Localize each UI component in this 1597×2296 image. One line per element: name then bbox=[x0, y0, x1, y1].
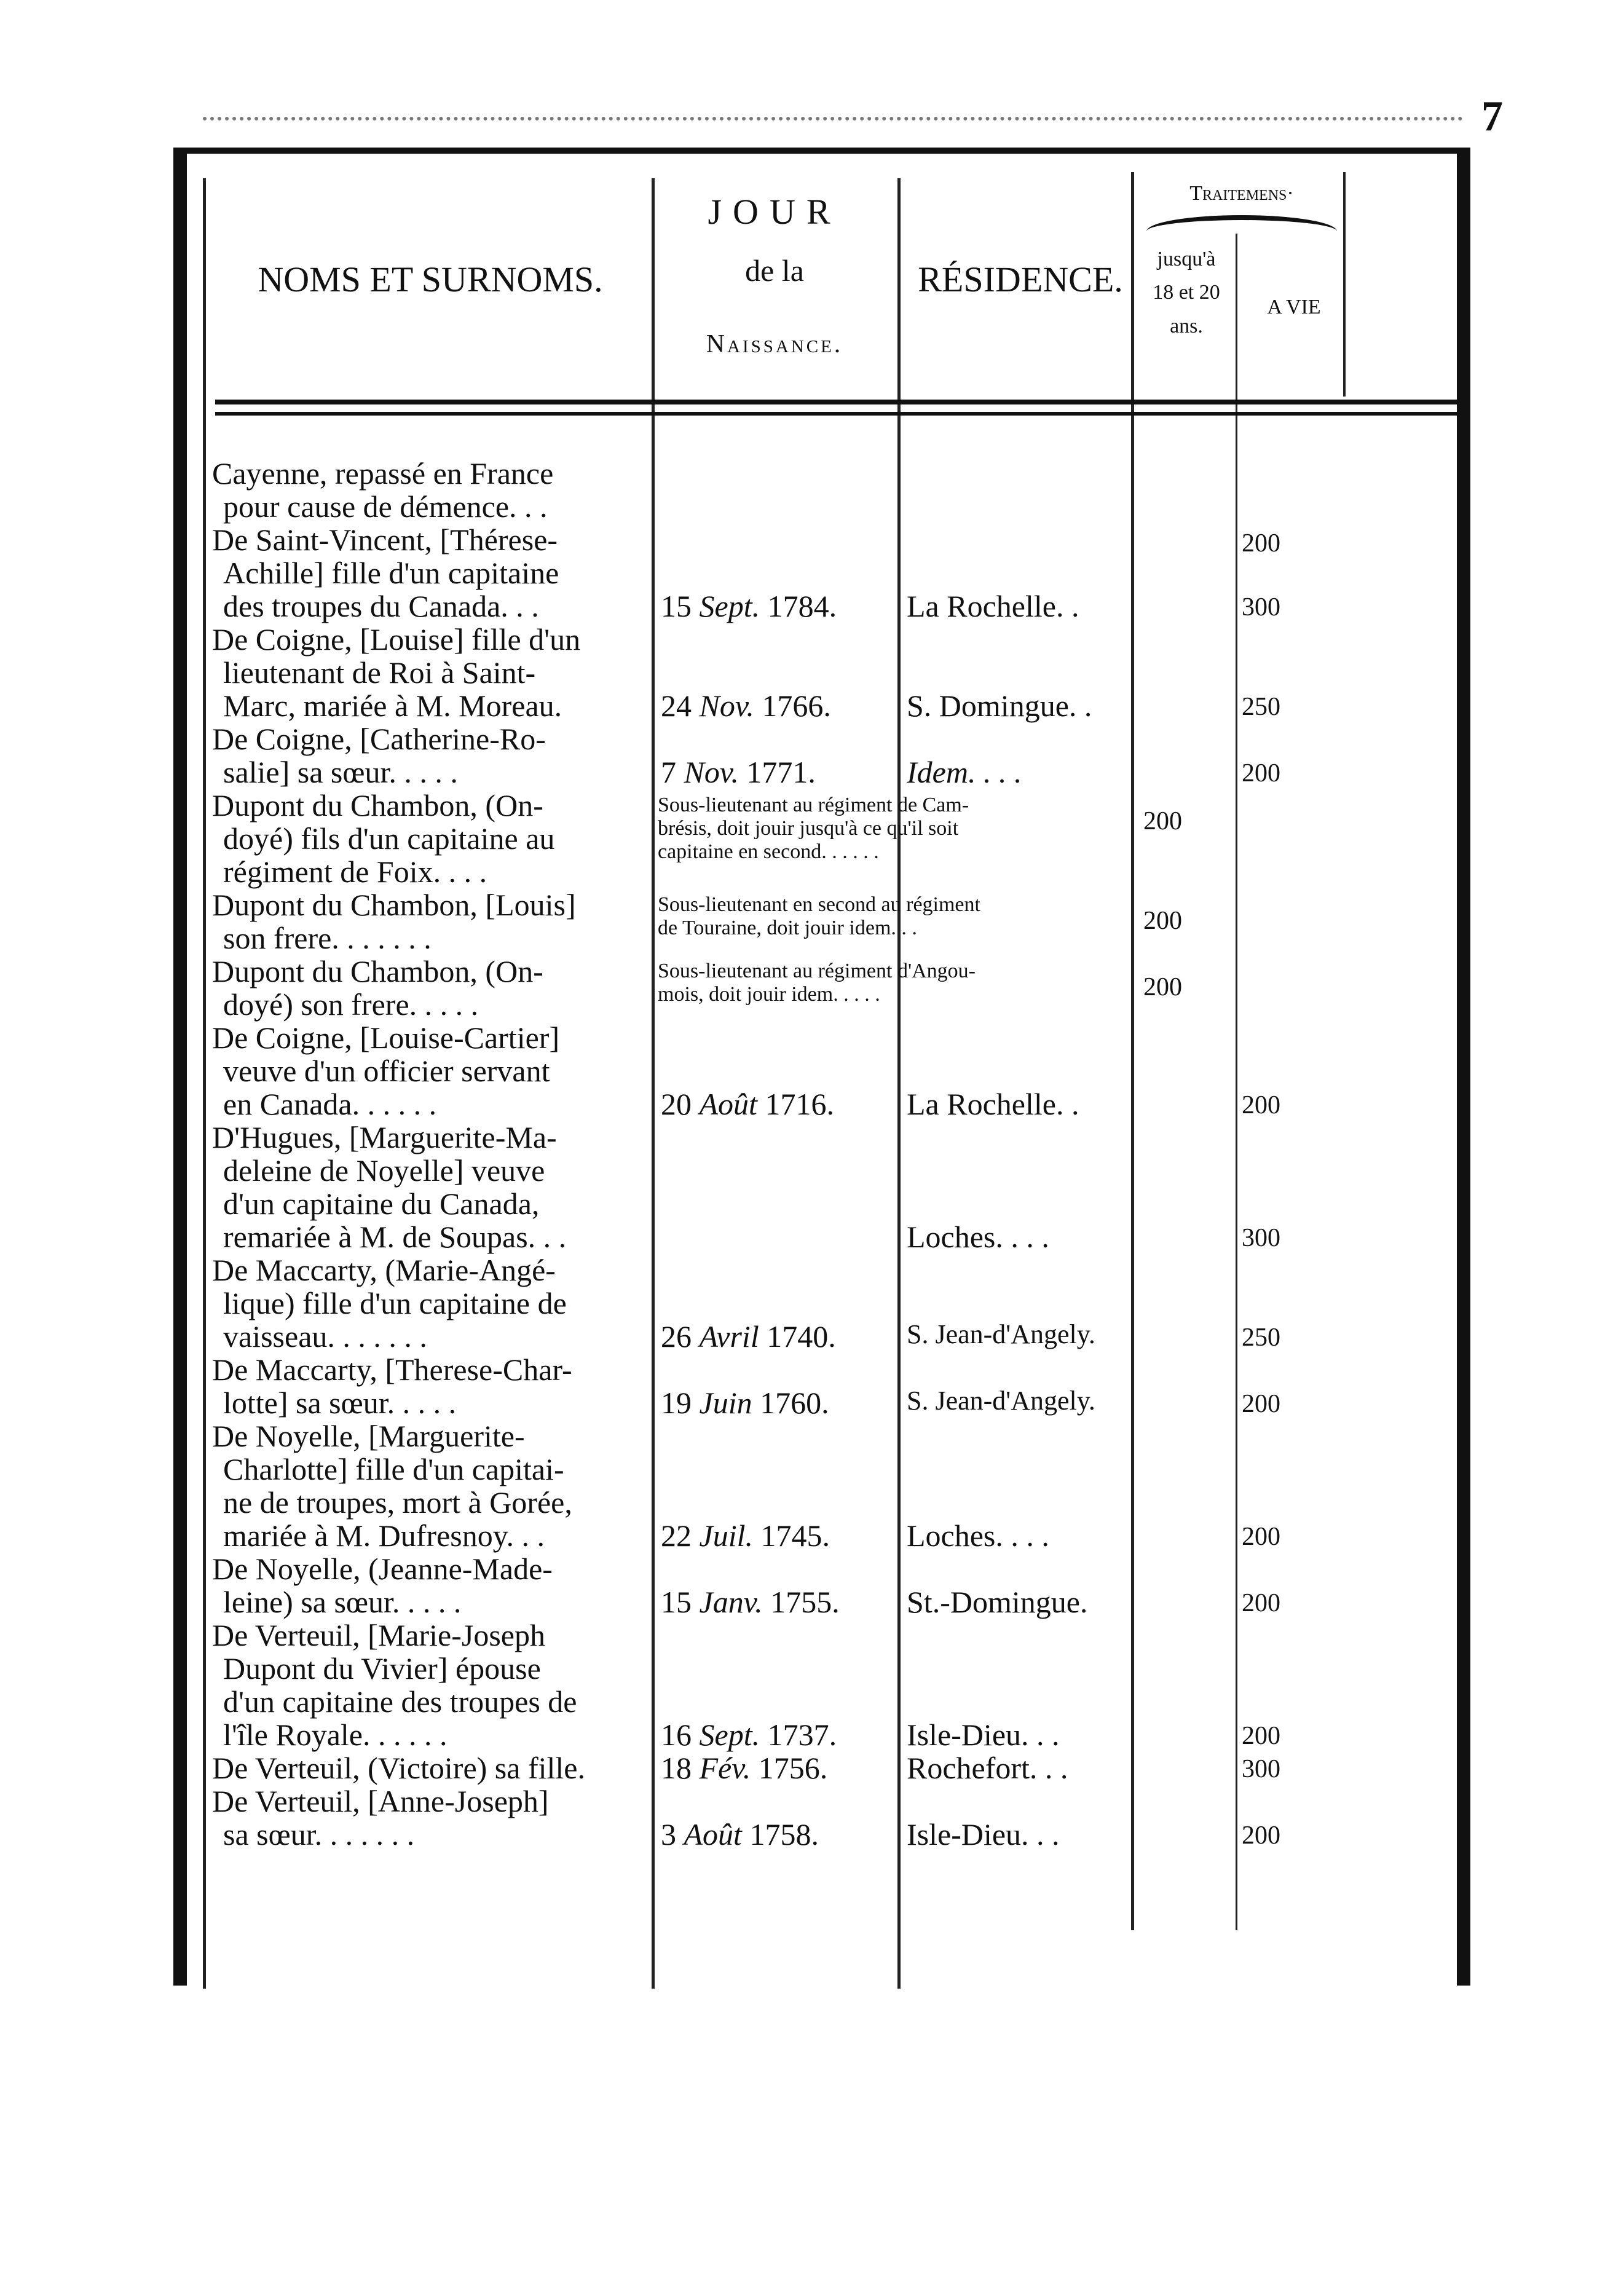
entry-name-line: régiment de Foix. . . . bbox=[223, 854, 487, 889]
column-divider-2 bbox=[897, 178, 901, 1989]
entry-birth-month: Août bbox=[699, 1087, 757, 1121]
entry-pension-until-20: 200 bbox=[1143, 807, 1182, 835]
entry-name-line: mariée à M. Dufresnoy. . . bbox=[223, 1518, 545, 1553]
column-divider-4 bbox=[1236, 234, 1237, 1930]
entry-residence: S. Domingue. . bbox=[907, 688, 1092, 723]
entry-birth-date bbox=[661, 591, 837, 621]
entry-name-line: leine) sa sœur. . . . . bbox=[223, 1585, 462, 1619]
entry-name-line: Marc, mariée à M. Moreau. bbox=[223, 688, 562, 723]
entry-residence: La Rochelle. . bbox=[907, 589, 1079, 623]
entry-rank-note: mois, doit jouir idem. . . . . bbox=[658, 983, 880, 1006]
entry-birth-year: 1737. bbox=[760, 1718, 837, 1752]
entry-pension-for-life: 300 bbox=[1242, 593, 1280, 621]
entry-name-line: Dupont du Chambon, [Louis] bbox=[212, 888, 576, 922]
entry-name-line: De Maccarty, (Marie-Angé- bbox=[212, 1253, 556, 1287]
entry-name-line: De Noyelle, [Marguerite- bbox=[212, 1419, 525, 1453]
entry-birth-month: Juil. bbox=[699, 1518, 753, 1553]
entry-birth-day: 15 bbox=[661, 589, 700, 623]
entry-name-line: vaisseau. . . . . . . bbox=[223, 1319, 427, 1354]
entry-name-line: De Verteuil, (Victoire) sa fille. bbox=[212, 1751, 585, 1785]
entry-name-line: De Saint-Vincent, [Thérese- bbox=[212, 523, 558, 557]
entry-birth-date bbox=[661, 757, 816, 787]
header-traitemens: Traitemens· bbox=[1189, 182, 1294, 205]
entry-birth-day: 18 bbox=[661, 1751, 700, 1785]
entry-rank-note: brésis, doit jouir jusqu'à ce qu'il soit bbox=[658, 817, 959, 840]
entry-birth-year: 1755. bbox=[762, 1585, 840, 1619]
entry-name-line: deleine de Noyelle] veuve bbox=[223, 1153, 545, 1188]
header-jusqu-a-line2: 18 et 20 bbox=[1153, 281, 1220, 304]
entry-name-line: pour cause de démence. . . bbox=[223, 489, 548, 524]
entry-pension-until-20: 200 bbox=[1143, 973, 1182, 1001]
entry-residence: Isle-Dieu. . . bbox=[907, 1817, 1060, 1852]
column-divider-1 bbox=[652, 178, 655, 1989]
entry-name-line: veuve d'un officier servant bbox=[223, 1054, 550, 1088]
entry-birth-month: Fév. bbox=[699, 1751, 751, 1785]
entry-birth-date bbox=[661, 1089, 834, 1119]
entry-birth-year: 1766. bbox=[754, 688, 831, 723]
entry-birth-date bbox=[661, 1819, 819, 1850]
entry-rank-note: capitaine en second. . . . . . bbox=[658, 840, 879, 863]
entry-birth-day: 15 bbox=[661, 1585, 700, 1619]
entry-birth-day: 7 bbox=[661, 755, 684, 789]
entry-residence: La Rochelle. . bbox=[907, 1087, 1079, 1121]
entry-birth-year: 1760. bbox=[752, 1386, 829, 1420]
entry-pension-for-life: 300 bbox=[1242, 1224, 1280, 1252]
entry-name-line: lique) fille d'un capitaine de bbox=[223, 1286, 567, 1320]
header-naissance: Naissance. bbox=[706, 330, 843, 358]
entry-birth-day: 26 bbox=[661, 1319, 700, 1354]
entry-name-line: sa sœur. . . . . . . bbox=[223, 1817, 415, 1852]
entry-residence: Isle-Dieu. . . bbox=[907, 1718, 1060, 1752]
header-jour-sub: de la bbox=[745, 253, 804, 288]
entry-pension-for-life: 300 bbox=[1242, 1755, 1280, 1783]
entry-name-line: De Noyelle, (Jeanne-Made- bbox=[212, 1552, 553, 1586]
entry-rank-note: Sous-lieutenant en second au régiment bbox=[658, 893, 980, 916]
entry-pension-for-life: 200 bbox=[1242, 1589, 1280, 1617]
entry-birth-date bbox=[661, 1587, 840, 1617]
header-jour: JOUR bbox=[708, 192, 842, 232]
entry-name-line: doyé) son frere. . . . . bbox=[223, 987, 479, 1022]
entry-name-line: Cayenne, repassé en France bbox=[212, 456, 554, 491]
entry-name-line: Dupont du Vivier] épouse bbox=[223, 1651, 541, 1686]
entry-birth-date bbox=[661, 1321, 836, 1352]
entry-name-line: Dupont du Chambon, (On- bbox=[212, 788, 543, 823]
entry-birth-day: 16 bbox=[661, 1718, 700, 1752]
entry-name-line: ne de troupes, mort à Gorée, bbox=[223, 1485, 572, 1520]
entry-pension-for-life: 200 bbox=[1242, 1722, 1280, 1750]
entry-birth-day: 24 bbox=[661, 688, 700, 723]
entry-birth-month: Nov. bbox=[684, 755, 739, 789]
entry-birth-month: Août bbox=[684, 1817, 742, 1852]
header-jusqu-a-line3: ans. bbox=[1170, 314, 1203, 337]
entry-residence: Loches. . . . bbox=[907, 1220, 1049, 1254]
entry-name-line: Dupont du Chambon, (On- bbox=[212, 954, 543, 988]
entry-pension-for-life: 250 bbox=[1242, 693, 1280, 721]
header-residence: RÉSIDENCE. bbox=[918, 259, 1123, 299]
entry-birth-year: 1745. bbox=[752, 1518, 830, 1553]
entry-birth-year: 1756. bbox=[751, 1751, 828, 1785]
entry-pension-for-life: 200 bbox=[1242, 1390, 1280, 1418]
entry-name-line: Charlotte] fille d'un capitai- bbox=[223, 1452, 564, 1486]
entry-birth-date bbox=[661, 1719, 837, 1750]
entry-birth-year: 1716. bbox=[757, 1087, 834, 1121]
entry-name-line: l'île Royale. . . . . . bbox=[223, 1718, 448, 1752]
entry-birth-year: 1758. bbox=[741, 1817, 819, 1852]
entry-birth-date bbox=[661, 1387, 829, 1418]
entry-rank-note: de Touraine, doit jouir idem. . . bbox=[658, 917, 917, 939]
entry-pension-for-life: 200 bbox=[1242, 1821, 1280, 1850]
entry-birth-year: 1784. bbox=[760, 589, 837, 623]
entry-name-line: son frere. . . . . . . bbox=[223, 921, 432, 955]
entry-birth-year: 1771. bbox=[738, 755, 816, 789]
entry-name-line: D'Hugues, [Marguerite-Ma- bbox=[212, 1120, 557, 1154]
entry-residence: St.-Domingue. bbox=[907, 1585, 1088, 1619]
entry-residence: S. Jean-d'Angely. bbox=[907, 1319, 1095, 1349]
page-number: 7 bbox=[1481, 93, 1503, 140]
header-rule-top bbox=[215, 400, 1463, 404]
header-rule-bottom bbox=[215, 412, 1463, 416]
entry-birth-date bbox=[661, 690, 831, 721]
entry-name-line: salie] sa sœur. . . . . bbox=[223, 755, 458, 789]
entry-name-line: doyé) fils d'un capitaine au bbox=[223, 821, 555, 856]
entry-name-line: lotte] sa sœur. . . . . bbox=[223, 1386, 457, 1420]
entry-name-line: Achille] fille d'un capitaine bbox=[223, 556, 559, 590]
entry-residence: Rochefort. . . bbox=[907, 1751, 1068, 1785]
entry-name-line: De Verteuil, [Anne-Joseph] bbox=[212, 1784, 549, 1818]
entry-name-line: De Verteuil, [Marie-Joseph bbox=[212, 1618, 545, 1652]
entry-rank-note: Sous-lieutenant au régiment de Cam- bbox=[658, 794, 969, 816]
column-divider-3 bbox=[1131, 172, 1134, 1930]
entry-pension-for-life: 200 bbox=[1242, 1523, 1280, 1551]
entry-residence: Idem. . . . bbox=[907, 755, 1022, 789]
top-border-noise bbox=[203, 117, 1463, 139]
entry-residence: Loches. . . . bbox=[907, 1518, 1049, 1553]
entry-birth-month: Sept. bbox=[699, 1718, 760, 1752]
entry-pension-for-life: 200 bbox=[1242, 759, 1280, 787]
entry-rank-note: Sous-lieutenant au régiment d'Angou- bbox=[658, 960, 976, 982]
header-names: NOMS ET SURNOMS. bbox=[258, 259, 603, 299]
entry-birth-day: 3 bbox=[661, 1817, 684, 1852]
entry-birth-month: Janv. bbox=[699, 1585, 763, 1619]
entry-pension-until-20: 200 bbox=[1143, 907, 1182, 935]
entry-name-line: remariée à M. de Soupas. . . bbox=[223, 1220, 567, 1254]
entry-name-line: De Coigne, [Louise] fille d'un bbox=[212, 622, 581, 657]
header-jusqu-a-line1: jusqu'à bbox=[1157, 248, 1216, 270]
entry-birth-day: 19 bbox=[661, 1386, 700, 1420]
entry-birth-month: Avril bbox=[699, 1319, 759, 1354]
entry-name-line: d'un capitaine du Canada, bbox=[223, 1186, 540, 1221]
entry-birth-month: Juin bbox=[699, 1386, 752, 1420]
entry-birth-year: 1740. bbox=[759, 1319, 836, 1354]
entry-pension-for-life: 200 bbox=[1242, 529, 1280, 558]
entry-birth-date bbox=[661, 1753, 827, 1783]
entry-name-line: De Maccarty, [Therese-Char- bbox=[212, 1352, 572, 1387]
header-a-vie: A VIE bbox=[1267, 296, 1321, 318]
entry-birth-day: 20 bbox=[661, 1087, 700, 1121]
entry-birth-day: 22 bbox=[661, 1518, 700, 1553]
entry-residence: S. Jean-d'Angely. bbox=[907, 1386, 1095, 1416]
entry-birth-date bbox=[661, 1520, 830, 1551]
entry-name-line: d'un capitaine des troupes de bbox=[223, 1684, 577, 1719]
entry-name-line: des troupes du Canada. . . bbox=[223, 589, 539, 623]
name-column-left-rule bbox=[203, 178, 206, 1989]
entry-pension-for-life: 250 bbox=[1242, 1324, 1280, 1352]
entry-name-line: lieutenant de Roi à Saint- bbox=[223, 655, 536, 690]
entry-birth-month: Nov. bbox=[699, 688, 754, 723]
entry-birth-month: Sept. bbox=[699, 589, 760, 623]
entry-name-line: en Canada. . . . . . bbox=[223, 1087, 437, 1121]
entry-name-line: De Coigne, [Catherine-Ro- bbox=[212, 722, 546, 756]
header-jusqu-a bbox=[1137, 243, 1236, 343]
entry-pension-for-life: 200 bbox=[1242, 1091, 1280, 1119]
entry-name-line: De Coigne, [Louise-Cartier] bbox=[212, 1020, 560, 1055]
